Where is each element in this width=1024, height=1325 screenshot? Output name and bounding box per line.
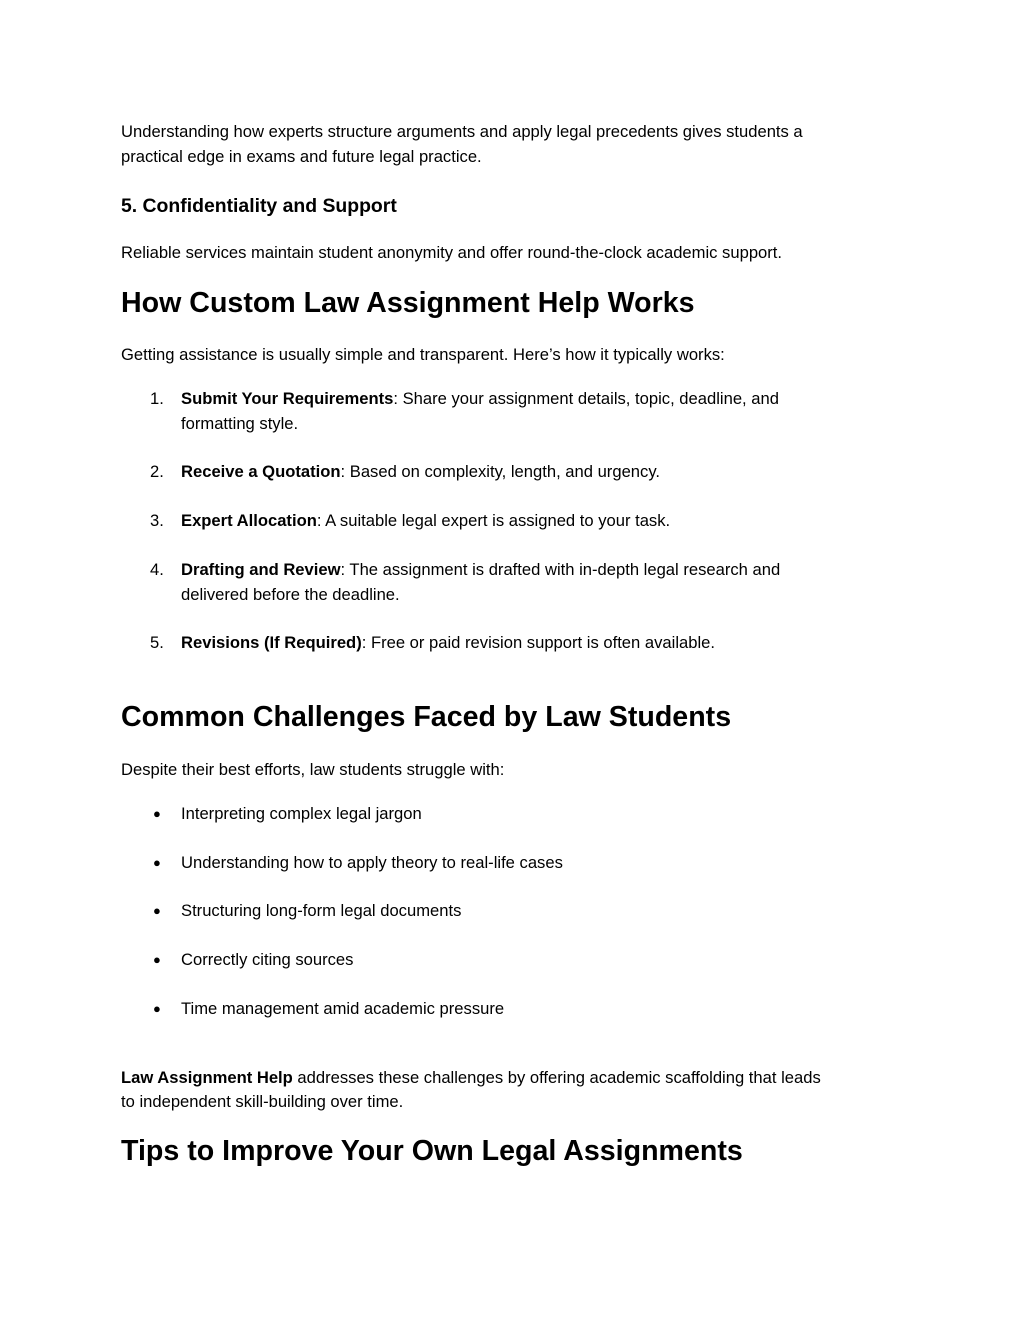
bullet-icon: ● <box>153 903 161 918</box>
bullet-icon: ● <box>153 952 161 967</box>
section-5-text: Reliable services maintain student anonymity and offer round-the-clock academic support. <box>121 243 783 262</box>
step-text-continued: delivered before the deadline. <box>181 585 400 604</box>
step-title: Submit Your Requirements <box>181 389 394 408</box>
step-title: Revisions (If Required) <box>181 633 362 652</box>
step-text-continued: formatting style. <box>181 414 299 433</box>
step-title: Drafting and Review <box>181 560 341 579</box>
step-text <box>181 508 670 533</box>
service-name: Law Assignment Help <box>121 1068 293 1087</box>
list-item-text: Understanding how to apply theory to real-life cases <box>181 853 563 872</box>
section-5-heading: 5. Confidentiality and Support <box>121 195 397 217</box>
how-it-works-heading: How Custom Law Assignment Help Works <box>121 287 695 319</box>
how-it-works-intro: Getting assistance is usually simple and transparent. Here’s how it typically works: <box>121 345 725 364</box>
step-number: 1. <box>150 389 164 408</box>
list-item-text: Correctly citing sources <box>181 950 354 969</box>
tips-heading: Tips to Improve Your Own Legal Assignments <box>121 1135 743 1167</box>
step-number: 2. <box>150 462 164 481</box>
closing-text: addresses these challenges by offering academic scaffolding that leads <box>292 1068 821 1087</box>
step-title: Receive a Quotation <box>181 462 341 481</box>
step-description: : Based on complexity, length, and urgency. <box>340 462 660 481</box>
list-item-text: Structuring long-form legal documents <box>181 901 462 920</box>
step-description: : A suitable legal expert is assigned to your task. <box>316 511 671 530</box>
step-text <box>181 386 779 411</box>
step-text <box>181 459 660 484</box>
bullet-icon: ● <box>153 855 161 870</box>
challenges-closing-line-1 <box>121 1065 821 1090</box>
challenges-closing-line-2: to independent skill-building over time. <box>121 1092 404 1111</box>
challenges-heading: Common Challenges Faced by Law Students <box>121 701 732 733</box>
bullet-icon: ● <box>153 1001 161 1016</box>
step-title: Expert Allocation <box>181 511 317 530</box>
intro-paragraph-line-1: Understanding how experts structure arguments and apply legal precedents gives students a <box>121 122 803 141</box>
list-item-text: Time management amid academic pressure <box>181 999 505 1018</box>
intro-paragraph-line-2: practical edge in exams and future legal practice. <box>121 147 482 166</box>
step-description: : The assignment is drafted with in-depth legal research and <box>340 560 781 579</box>
step-number: 4. <box>150 560 164 579</box>
bullet-icon: ● <box>153 806 161 821</box>
step-description: : Share your assignment details, topic, deadline, and <box>393 389 779 408</box>
step-text <box>181 557 780 582</box>
challenges-intro: Despite their best efforts, law students struggle with: <box>121 760 505 779</box>
step-number: 5. <box>150 633 164 652</box>
step-description: : Free or paid revision support is often available. <box>361 633 715 652</box>
step-number: 3. <box>150 511 164 530</box>
list-item-text: Interpreting complex legal jargon <box>181 804 422 823</box>
step-text <box>181 630 715 655</box>
